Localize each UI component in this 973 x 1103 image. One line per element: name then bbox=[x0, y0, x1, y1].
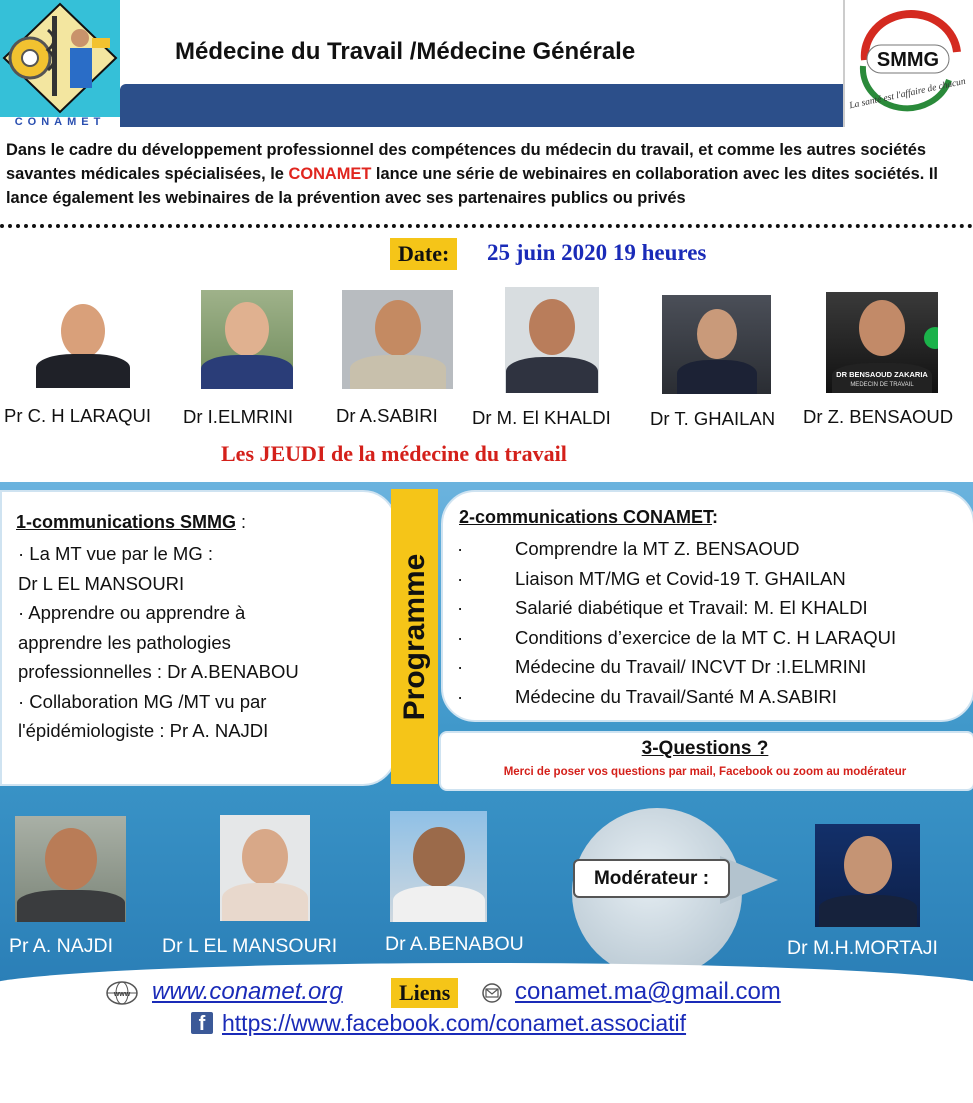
speaker-photo-caption: DR BENSAOUD ZAKARIA bbox=[836, 370, 928, 379]
speaker-name: Dr Z. BENSAOUD bbox=[803, 406, 954, 427]
smmg-line: apprendre les pathologies bbox=[18, 631, 231, 653]
intro-highlight: CONAMET bbox=[288, 165, 372, 183]
intro-paragraph bbox=[6, 138, 971, 210]
speaker-name: Pr A. NAJDI bbox=[9, 935, 114, 957]
conamet-title bbox=[459, 507, 718, 528]
list-item-text: Médecine du Travail/ INCVT Dr :I.ELMRINI bbox=[515, 656, 867, 677]
speaker-name: Pr C. H LARAQUI bbox=[4, 405, 151, 426]
bullet: · bbox=[457, 597, 464, 618]
speaker-photo bbox=[35, 294, 130, 388]
bullet: · bbox=[457, 538, 464, 559]
smmg-line: l'épidémiologiste : Pr A. NAJDI bbox=[18, 720, 269, 741]
date-label: Date: bbox=[390, 238, 457, 270]
smmg-title bbox=[16, 512, 246, 533]
list-item-text: Conditions d’exercice de la MT C. H LARAQUI bbox=[515, 626, 897, 648]
intro-text-1: Dans le cadre du développement professionnel des compétences du médecin du travail, et comme les autres sociétés savantes médicales spécialisées, le bbox=[6, 141, 927, 183]
conamet-list bbox=[457, 534, 967, 711]
website-link[interactable]: www.conamet.org bbox=[152, 978, 343, 1005]
speaker-name: Dr A.BENABOU bbox=[385, 933, 524, 955]
intro-text-2: lance une série de webinaires en collaboration avec les dites sociétés. Il lance également les webinaires de la prévention avec ses partenaires publics ou privés bbox=[6, 165, 938, 207]
email-link[interactable]: conamet.ma@gmail.com bbox=[515, 978, 781, 1005]
page-title: Médecine du Travail /Médecine Générale bbox=[175, 38, 636, 65]
speaker-name: Dr A.SABIRI bbox=[336, 405, 438, 426]
questions-subtitle: Merci de poser vos questions par mail, Facebook ou zoom au modérateur bbox=[503, 766, 907, 778]
list-item bbox=[457, 652, 967, 682]
list-item-text: Comprendre la MT Z. BENSAOUD bbox=[515, 538, 800, 559]
links-label: Liens bbox=[391, 978, 458, 1008]
programme-label: Programme bbox=[397, 553, 431, 720]
bullet: · bbox=[457, 685, 464, 707]
smmg-line: · La MT vue par le MG : bbox=[18, 543, 213, 564]
conamet-title-text: 2-communications CONAMET bbox=[459, 507, 713, 527]
list-item bbox=[457, 623, 967, 653]
speaker-photo bbox=[505, 287, 599, 393]
speaker-photo-caption: MEDECIN DE TRAVAIL bbox=[850, 382, 914, 388]
speaker-photo bbox=[662, 295, 771, 394]
speaker-name: Dr M. El KHALDI bbox=[472, 407, 611, 428]
speaker-photo bbox=[15, 816, 126, 922]
questions-title: 3-Questions ? bbox=[641, 738, 769, 759]
speaker-name: Dr L EL MANSOURI bbox=[162, 935, 338, 957]
smmg-line: · Collaboration MG /MT vu par bbox=[18, 690, 267, 712]
bullet: · bbox=[457, 626, 464, 648]
date-value: 25 juin 2020 19 heures bbox=[487, 240, 707, 265]
smmg-logo bbox=[843, 0, 973, 127]
bullet: · bbox=[457, 656, 464, 677]
list-item bbox=[457, 593, 967, 623]
conamet-title-suffix: : bbox=[712, 507, 719, 527]
smmg-logo-text: SMMG bbox=[876, 49, 940, 71]
smmg-tagline: La santé est l'affaire de chacun bbox=[848, 76, 967, 112]
programme-label-box bbox=[391, 489, 438, 784]
header-band bbox=[120, 84, 843, 127]
globe-icon bbox=[105, 980, 139, 1006]
smmg-title-text: 1-communications SMMG bbox=[16, 512, 237, 532]
speaker-photo bbox=[342, 290, 453, 389]
list-item bbox=[457, 534, 967, 564]
list-item-text: Liaison MT/MG et Covid-19 T. GHAILAN bbox=[515, 567, 846, 589]
globe-icon-text: www bbox=[113, 991, 131, 998]
speaker-photo bbox=[220, 815, 310, 921]
speaker-photo bbox=[390, 811, 487, 922]
bullet: · bbox=[457, 567, 464, 589]
smmg-line: professionnelles : Dr A.BENABOU bbox=[18, 661, 299, 682]
speaker-photo bbox=[201, 290, 293, 389]
facebook-link[interactable]: https://www.facebook.com/conamet.associatif bbox=[222, 1010, 687, 1036]
speaker-name: Dr T. GHAILAN bbox=[650, 408, 776, 429]
divider bbox=[0, 224, 973, 228]
list-item bbox=[457, 682, 967, 712]
list-item bbox=[457, 564, 967, 594]
list-item-text: Médecine du Travail/Santé M A.SABIRI bbox=[515, 685, 837, 707]
smmg-line: Dr L EL MANSOURI bbox=[18, 572, 185, 594]
mail-icon bbox=[481, 983, 503, 1003]
moderator-photo bbox=[815, 824, 920, 927]
facebook-icon: f bbox=[191, 1012, 213, 1034]
moderator-label: Modérateur : bbox=[573, 859, 730, 898]
conamet-logo bbox=[0, 0, 120, 127]
speaker-name: Dr I.ELMRINI bbox=[183, 406, 293, 427]
smmg-title-suffix: : bbox=[236, 512, 247, 532]
moderator-name: Dr M.H.MORTAJI bbox=[787, 937, 938, 959]
smmg-line: · Apprendre ou apprendre à bbox=[18, 602, 246, 623]
series-title: Les JEUDI de la médecine du travail bbox=[221, 441, 567, 466]
speaker-photo bbox=[826, 292, 938, 393]
list-item-text: Salarié diabétique et Travail: M. El KHALDI bbox=[515, 597, 868, 618]
conamet-logo-text: CONAMET bbox=[14, 116, 106, 127]
smmg-list bbox=[18, 539, 388, 746]
